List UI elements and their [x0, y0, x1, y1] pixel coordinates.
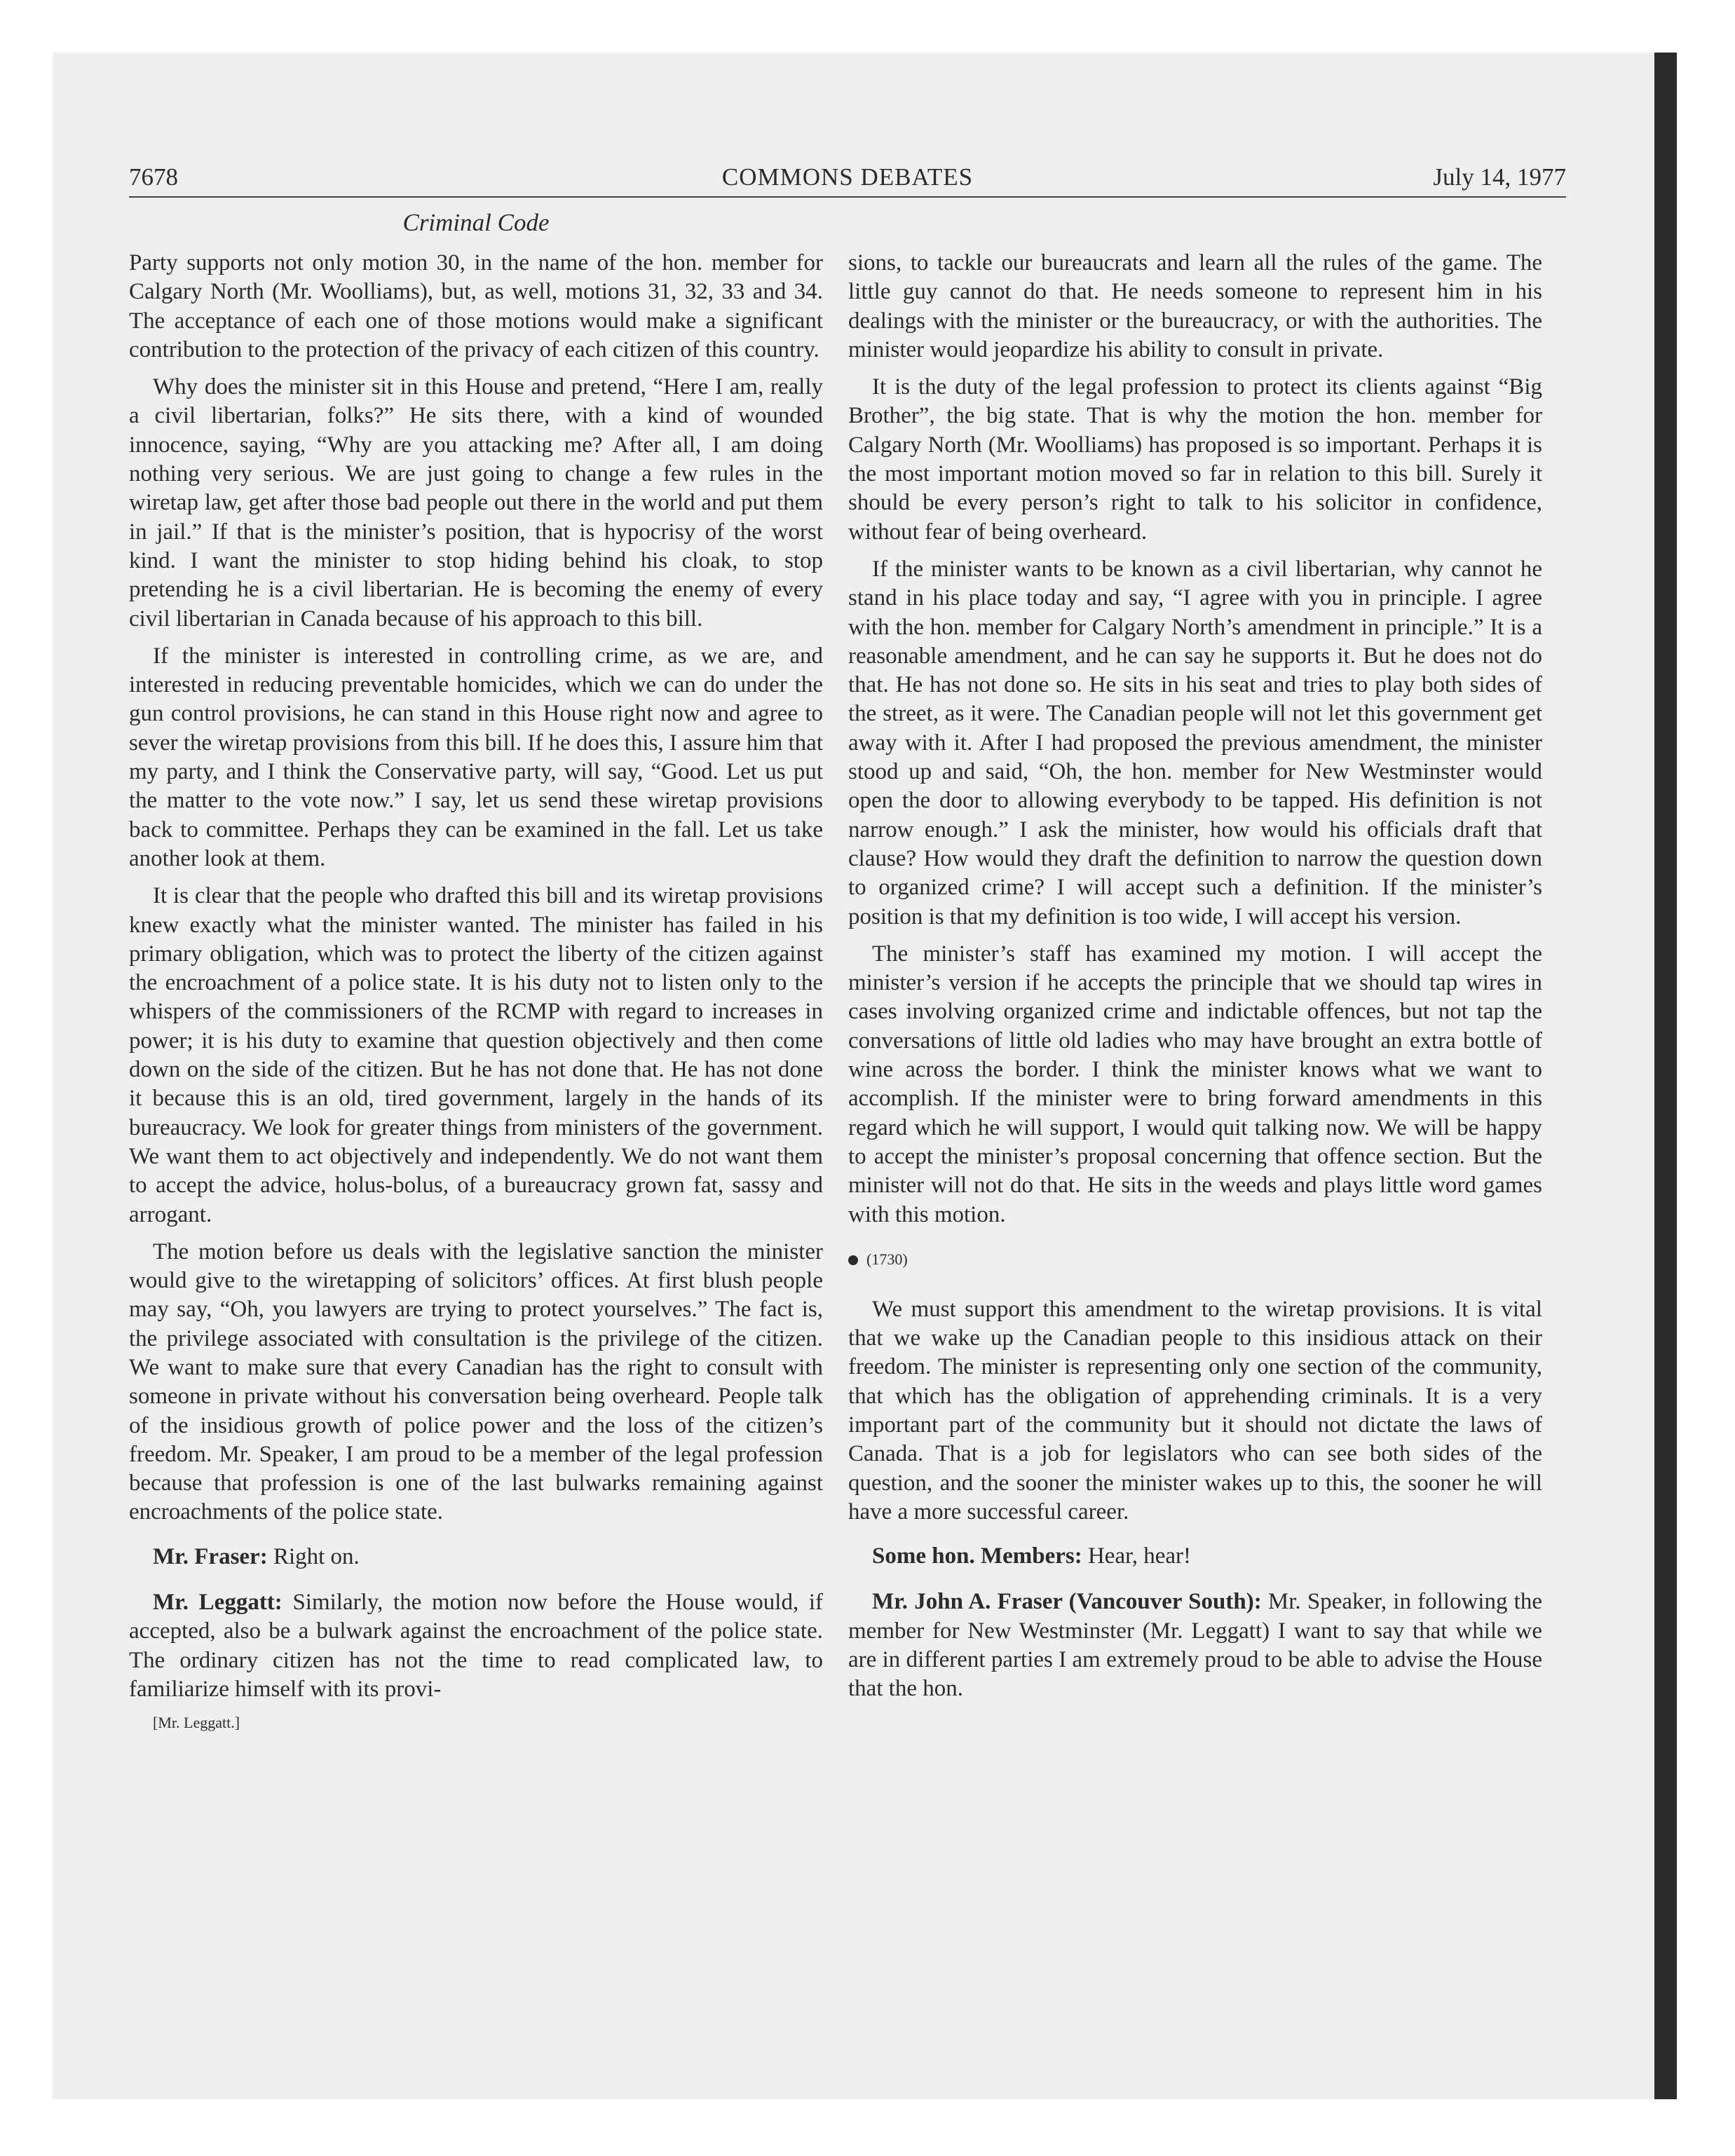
paragraph: It is clear that the people who drafted this bill and its wiretap provisions knew exactly what the minister wanted. The minister has failed in his primary obligation, which was to protect the liberty of the citizen against the encroachment of a police state. It is his duty not to listen only to the whispers of the commissioners of the RCMP with regard to increases in power; it is his duty to examine that question objectively and then come down on the side of the citizen. But he has not done that. He has not done it because this is an old, tired government, largely in the hands of its bureaucracy. We look for greater things from ministers of the government. We want them to act objectively and independently. We do not want them to accept the advice, holus-bolus, of a bureaucracy grown fat, sassy and arrogant.	[129, 883, 823, 1227]
time-marker-text: (1730)	[866, 1250, 908, 1268]
interjection	[129, 1543, 823, 1571]
speaker-name: Some hon. Members:	[872, 1543, 1082, 1569]
speech-text: Mr. Speaker, in following the member for New Westminster (Mr. Leggatt) I want to say that while we are in different parties I am extremely proud to be able to advise the House that the hon.	[848, 1589, 1542, 1702]
paragraph: The motion before us deals with the legislative sanction the minister would give to the wiretapping of solicitors’ offices. At first blush people may say, “Oh, you lawyers are trying to protect yourselves.” The fact is, the privilege associated with consultation is the privilege of the citizen. We want to make sure that every Canadian has the right to consult with someone in private without his conversation being overheard. People talk of the insidious growth of police power and the loss of the citizen’s freedom. Mr. Speaker, I am proud to be a member of the legal profession because that profession is one of the last bulwarks remaining against encroachments of the police state.	[129, 1239, 823, 1525]
left-column	[129, 249, 823, 1733]
speaker-note: [Mr. Leggatt.]	[153, 1714, 240, 1732]
right-column	[848, 249, 1542, 1712]
scan-edge-bar	[1654, 53, 1677, 2099]
page-number: 7678	[129, 163, 178, 191]
page-header	[129, 160, 1566, 195]
paragraph: Party supports not only motion 30, in the name of the hon. member for Calgary North (Mr. Woolliams), but, as well, motions 31, 32, 33 and 34. The acceptance of each one of those motions would make a significant contribution to the protection of the privacy of each citizen of this country.	[129, 250, 823, 362]
speech-text: Hear, hear!	[1082, 1543, 1192, 1569]
paragraph: We must support this amendment to the wiretap provisions. It is vital that we wake up the Canadian people to this insidious attack on their freedom. The minister is representing only one section of the community, that which has the obligation of apprehending criminals. It is a very important part of the community but it should not dictate the laws of Canada. That is a job for legislators who can see both sides of the question, and the sooner the minister wakes up to this, the sooner he will have a more successful career.	[848, 1296, 1542, 1524]
speaker-name: Mr. Fraser:	[153, 1543, 268, 1569]
paragraph: The minister’s staff has examined my motion. I will accept the minister’s version if he accepts the principle that we should tap wires in cases involving organized crime and indictable offences, but not tap the conversations of little old ladies who may have brought an extra bottle of wine across the border. I think the minister knows what we want to accomplish. If the minister were to bring forward amendments in this regard which he will support, I would quit talking now. We will be happy to accept the minister’s proposal concerning that offence section. But the minister will not do that. He sits in the weeds and plays little word games with this motion.	[848, 941, 1542, 1227]
speech	[129, 1588, 823, 1704]
bullet-icon	[848, 1255, 858, 1265]
speech-text: Similarly, the motion now before the House would, if accepted, also be a bulwark against the encroachment of the police state. The ordinary citizen has not the time to read complicated law, to familiarize himself with its provi-	[129, 1590, 823, 1702]
header-rule	[129, 196, 1566, 198]
speech-text: Right on.	[267, 1543, 360, 1569]
speaker-name: Mr. Leggatt:	[153, 1590, 283, 1616]
time-marker	[848, 1249, 1542, 1270]
paragraph: It is the duty of the legal profession to protect its clients against “Big Brother”, the big state. That is why the motion the hon. member for Calgary North (Mr. Woolliams) has proposed is so important. Perhaps it is the most important motion moved so far in relation to this bill. Surely it should be every person’s right to talk to his solicitor in confidence, without fear of being overheard.	[848, 374, 1542, 545]
paragraph: Why does the minister sit in this House and pretend, “Here I am, really a civil libertarian, folks?” He sits there, with a kind of wounded innocence, saying, “Why are you attacking me? After all, I am doing nothing very serious. We are just going to change a few rules in the wiretap law, get after those bad people out there in the world and put them in jail.” If that is the minister’s position, that is hypocrisy of the worst kind. I want the minister to stop hiding behind his cloak, to stop pretending he is a civil libertarian. He is becoming the enemy of every civil libertarian in Canada because of his approach to this bill.	[129, 374, 823, 632]
paragraph: If the minister wants to be known as a civil libertarian, why cannot he stand in his place today and say, “I agree with you in principle. I agree with the hon. member for Calgary North’s amendment in principle.” It is a reasonable amendment, and he can say he supports it. But he does not do that. He has not done so. He sits in his seat and tries to play both sides of the street, as it were. The Canadian people will not let this government get away with it. After I had proposed the previous amendment, the minister stood up and said, “Oh, the hon. member for New Westminster would open the door to allowing everybody to be tapped. His definition is not narrow enough.” I ask the minister, how would his officials draft that clause? How would they draft the definition to narrow the question down to organized crime? I will accept such a definition. If the minister’s position is that my definition is too wide, I will accept his version.	[848, 556, 1542, 929]
publication-title: COMMONS DEBATES	[721, 163, 974, 191]
speaker-name: Mr. John A. Fraser (Vancouver South):	[872, 1589, 1262, 1615]
section-title: Criminal Code	[402, 209, 550, 236]
interjection	[848, 1542, 1542, 1571]
speech	[848, 1588, 1542, 1703]
paragraph: sions, to tackle our bureaucrats and learn all the rules of the game. The little guy cannot do that. He needs someone to represent him in his dealings with the minister or the bureaucracy, or with the authorities. The minister would jeopardize his ability to consult in private.	[848, 250, 1542, 362]
publication-date: July 14, 1977	[1433, 163, 1566, 191]
paragraph: If the minister is interested in controlling crime, as we are, and interested in reducing preventable homicides, which we can do under the gun control provisions, he can stand in this House right now and agree to sever the wiretap provisions from this bill. If he does this, I assure him that my party, and I think the Conservative party, will say, “Good. Let us put the matter to the vote now.” I say, let us send these wiretap provisions back to committee. Perhaps they can be examined in the fall. Let us take another look at them.	[129, 643, 823, 871]
